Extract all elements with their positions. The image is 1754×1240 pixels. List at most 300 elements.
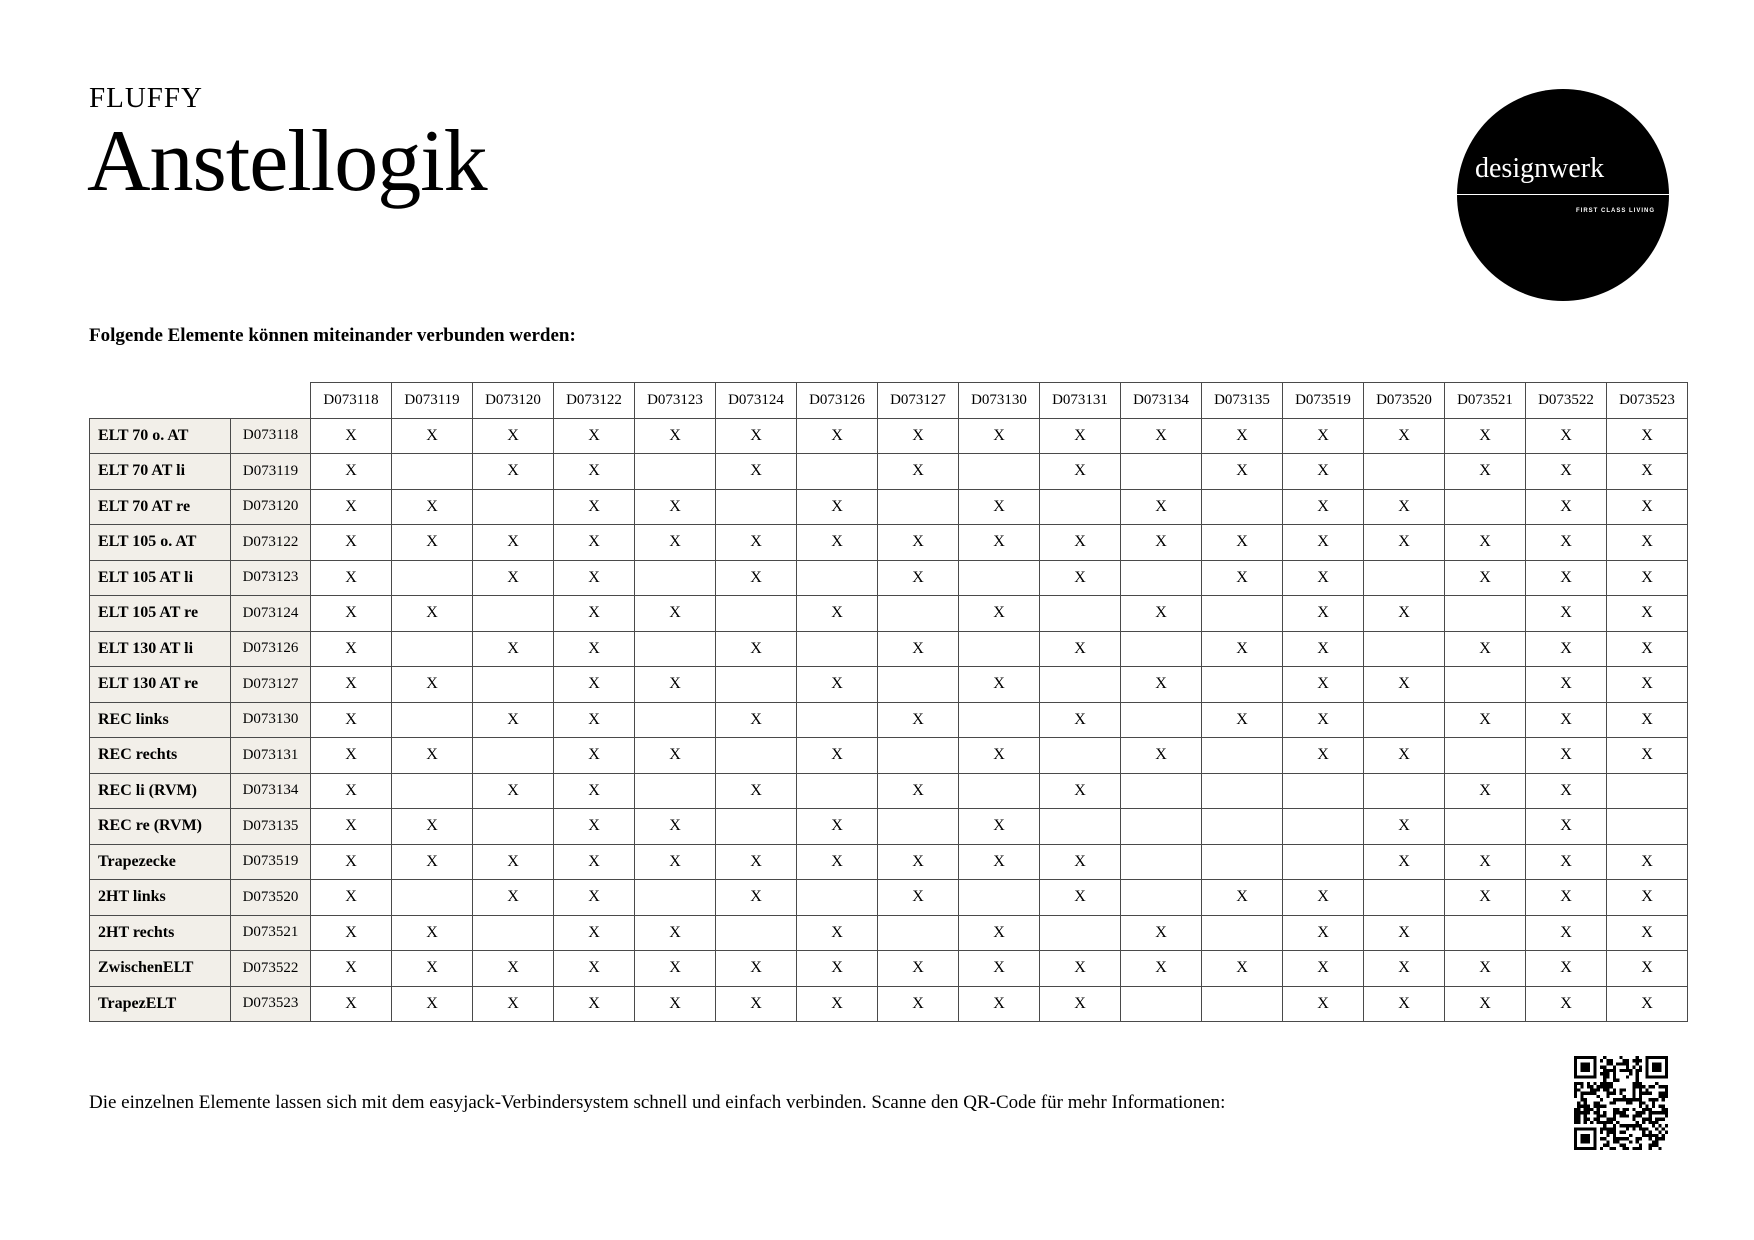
compatibility-cell: X [1364,525,1445,561]
compatibility-cell: X [1121,596,1202,632]
row-element-code: D073134 [231,773,311,809]
compatibility-cell: X [473,631,554,667]
compatibility-cell: X [554,560,635,596]
compatibility-cell [1040,738,1121,774]
compatibility-cell: X [1040,454,1121,490]
compatibility-cell: X [473,702,554,738]
compatibility-cell: X [554,596,635,632]
compatibility-cell: X [392,809,473,845]
column-header: D073131 [1040,383,1121,419]
compatibility-cell: X [1040,880,1121,916]
compatibility-cell [473,738,554,774]
compatibility-cell: X [959,667,1040,703]
row-element-code: D073519 [231,844,311,880]
compatibility-cell: X [716,844,797,880]
table-row [90,773,1688,809]
page-title: Anstellogik [87,113,487,210]
column-header: D073120 [473,383,554,419]
compatibility-cell: X [554,951,635,987]
compatibility-cell [797,880,878,916]
compatibility-cell [878,596,959,632]
row-element-code: D073118 [231,418,311,454]
compatibility-cell: X [1040,560,1121,596]
compatibility-cell: X [554,773,635,809]
compatibility-cell: X [1526,986,1607,1022]
logo-tagline: FIRST CLASS LIVING [1575,208,1655,214]
compatibility-cell [716,667,797,703]
compatibility-cell [1202,596,1283,632]
compatibility-cell [716,489,797,525]
compatibility-cell: X [554,702,635,738]
compatibility-cell: X [554,631,635,667]
compatibility-cell: X [1121,525,1202,561]
compatibility-cell [1445,915,1526,951]
compatibility-cell [1202,809,1283,845]
compatibility-cell [878,738,959,774]
compatibility-cell [1040,489,1121,525]
compatibility-cell: X [1121,667,1202,703]
compatibility-cell: X [1445,418,1526,454]
table-row [90,809,1688,845]
compatibility-cell: X [311,489,392,525]
compatibility-cell [878,667,959,703]
compatibility-cell [635,773,716,809]
row-element-code: D073122 [231,525,311,561]
row-element-code: D073521 [231,915,311,951]
compatibility-cell: X [1283,525,1364,561]
compatibility-cell: X [1445,454,1526,490]
compatibility-cell: X [959,809,1040,845]
compatibility-cell [392,631,473,667]
compatibility-cell [1283,844,1364,880]
compatibility-cell: X [1607,738,1688,774]
compatibility-cell: X [1526,915,1607,951]
compatibility-cell [797,560,878,596]
compatibility-cell: X [1364,489,1445,525]
compatibility-cell: X [1526,631,1607,667]
compatibility-cell: X [1283,915,1364,951]
compatibility-cell: X [473,986,554,1022]
compatibility-cell [635,880,716,916]
table-row [90,880,1688,916]
compatibility-cell: X [554,489,635,525]
compatibility-cell: X [392,844,473,880]
compatibility-cell: X [1040,844,1121,880]
compatibility-cell [1364,454,1445,490]
compatibility-cell [1121,880,1202,916]
compatibility-cell [635,631,716,667]
compatibility-cell: X [554,738,635,774]
compatibility-cell [473,667,554,703]
compatibility-cell: X [1364,738,1445,774]
row-element-code: D073123 [231,560,311,596]
compatibility-cell [1121,631,1202,667]
row-element-code: D073124 [231,596,311,632]
compatibility-cell: X [1607,702,1688,738]
compatibility-cell [1445,809,1526,845]
compatibility-cell: X [1202,418,1283,454]
row-element-name: ELT 105 o. AT [90,525,231,561]
compatibility-cell: X [635,915,716,951]
compatibility-cell: X [635,525,716,561]
compatibility-cell: X [959,525,1040,561]
compatibility-cell: X [392,596,473,632]
compatibility-cell: X [1121,738,1202,774]
compatibility-cell: X [878,418,959,454]
compatibility-cell [473,596,554,632]
compatibility-cell: X [635,809,716,845]
compatibility-cell: X [797,986,878,1022]
compatibility-cell [635,702,716,738]
compatibility-cell [473,809,554,845]
compatibility-cell: X [1526,454,1607,490]
compatibility-cell: X [473,880,554,916]
compatibility-cell: X [878,702,959,738]
row-element-name: TrapezELT [90,986,231,1022]
row-element-code: D073119 [231,454,311,490]
compatibility-cell [797,773,878,809]
compatibility-cell: X [797,596,878,632]
compatibility-cell: X [878,560,959,596]
compatibility-table [89,382,1688,1022]
compatibility-cell: X [392,738,473,774]
compatibility-cell: X [797,418,878,454]
row-element-name: REC li (RVM) [90,773,231,809]
table-row [90,702,1688,738]
column-header: D073119 [392,383,473,419]
compatibility-cell [1040,809,1121,845]
row-element-name: ELT 70 AT li [90,454,231,490]
compatibility-cell: X [716,702,797,738]
compatibility-cell [1364,880,1445,916]
compatibility-cell: X [1445,702,1526,738]
compatibility-cell: X [878,773,959,809]
table-row [90,631,1688,667]
compatibility-cell: X [1607,560,1688,596]
compatibility-cell [1364,702,1445,738]
compatibility-cell: X [311,951,392,987]
row-element-name: Trapezecke [90,844,231,880]
compatibility-cell [716,738,797,774]
compatibility-cell: X [554,809,635,845]
compatibility-cell [1283,773,1364,809]
compatibility-cell: X [1283,489,1364,525]
compatibility-cell: X [1283,631,1364,667]
compatibility-cell: X [392,951,473,987]
compatibility-cell: X [1526,702,1607,738]
compatibility-cell: X [1607,631,1688,667]
product-name: FLUFFY [89,82,203,114]
intro-text: Folgende Elemente können miteinander verbunden werden: [89,325,576,346]
compatibility-cell: X [554,880,635,916]
compatibility-cell: X [1040,951,1121,987]
compatibility-cell: X [1445,951,1526,987]
compatibility-cell: X [311,809,392,845]
column-header: D073523 [1607,383,1688,419]
compatibility-cell: X [1445,773,1526,809]
compatibility-cell: X [311,596,392,632]
compatibility-cell: X [716,418,797,454]
compatibility-cell: X [1283,738,1364,774]
compatibility-cell: X [392,667,473,703]
compatibility-cell [1445,667,1526,703]
compatibility-cell [716,915,797,951]
compatibility-cell [1040,596,1121,632]
compatibility-cell [392,702,473,738]
compatibility-cell: X [1283,702,1364,738]
compatibility-cell: X [959,418,1040,454]
compatibility-cell: X [797,489,878,525]
compatibility-cell: X [392,986,473,1022]
row-element-name: ELT 105 AT li [90,560,231,596]
compatibility-cell: X [716,773,797,809]
row-element-code: D073522 [231,951,311,987]
compatibility-cell: X [1607,525,1688,561]
column-header: D073123 [635,383,716,419]
compatibility-cell [1283,809,1364,845]
compatibility-cell: X [1364,915,1445,951]
table-row [90,489,1688,525]
compatibility-cell: X [1283,596,1364,632]
compatibility-cell [878,915,959,951]
compatibility-cell: X [959,986,1040,1022]
compatibility-cell: X [311,738,392,774]
compatibility-cell: X [635,667,716,703]
compatibility-cell [635,560,716,596]
compatibility-cell [1445,489,1526,525]
logo-divider [1457,194,1669,195]
compatibility-cell [1121,560,1202,596]
compatibility-cell [797,454,878,490]
compatibility-cell: X [1040,702,1121,738]
compatibility-cell [392,773,473,809]
compatibility-cell: X [1607,667,1688,703]
compatibility-cell: X [1526,596,1607,632]
row-element-code: D073135 [231,809,311,845]
row-element-name: ELT 70 o. AT [90,418,231,454]
column-header: D073126 [797,383,878,419]
compatibility-cell: X [797,809,878,845]
compatibility-cell [959,702,1040,738]
compatibility-cell: X [1040,418,1121,454]
compatibility-cell: X [1364,596,1445,632]
compatibility-cell: X [554,667,635,703]
row-element-name: REC re (RVM) [90,809,231,845]
compatibility-cell [1364,560,1445,596]
compatibility-cell: X [1040,986,1121,1022]
compatibility-cell: X [311,667,392,703]
compatibility-cell: X [1607,880,1688,916]
compatibility-cell: X [1445,880,1526,916]
compatibility-cell: X [1283,454,1364,490]
compatibility-cell [959,880,1040,916]
compatibility-cell: X [1202,454,1283,490]
compatibility-cell: X [1040,525,1121,561]
footer-text: Die einzelnen Elemente lassen sich mit dem easyjack-Verbindersystem schnell und einfach verbinden. Scanne den QR-Code für mehr Informationen: [89,1092,1226,1113]
compatibility-cell: X [1202,560,1283,596]
column-header: D073519 [1283,383,1364,419]
compatibility-cell: X [311,454,392,490]
table-row [90,667,1688,703]
designwerk-logo [1457,89,1669,301]
compatibility-cell: X [1121,489,1202,525]
compatibility-cell [959,560,1040,596]
compatibility-cell: X [797,525,878,561]
compatibility-cell: X [716,525,797,561]
compatibility-cell [1121,454,1202,490]
compatibility-cell: X [1121,915,1202,951]
compatibility-cell: X [1040,631,1121,667]
compatibility-cell [1040,667,1121,703]
compatibility-cell [1364,631,1445,667]
compatibility-cell: X [1202,880,1283,916]
compatibility-cell: X [1364,951,1445,987]
compatibility-cell [1607,773,1688,809]
row-element-name: REC rechts [90,738,231,774]
compatibility-cell [1121,702,1202,738]
compatibility-cell: X [473,560,554,596]
compatibility-cell: X [716,880,797,916]
row-element-name: ZwischenELT [90,951,231,987]
compatibility-cell: X [1526,844,1607,880]
compatibility-cell: X [554,454,635,490]
compatibility-cell: X [1364,418,1445,454]
row-element-code: D073131 [231,738,311,774]
compatibility-cell: X [554,525,635,561]
compatibility-cell: X [959,951,1040,987]
compatibility-cell [1607,809,1688,845]
compatibility-cell: X [959,915,1040,951]
compatibility-cell [1202,667,1283,703]
row-element-name: REC links [90,702,231,738]
compatibility-cell: X [1607,951,1688,987]
compatibility-cell: X [1607,844,1688,880]
compatibility-cell: X [878,631,959,667]
compatibility-cell: X [1283,418,1364,454]
compatibility-cell: X [1121,418,1202,454]
compatibility-cell [959,454,1040,490]
compatibility-cell [1121,773,1202,809]
compatibility-cell: X [311,418,392,454]
table-row [90,951,1688,987]
compatibility-cell: X [635,738,716,774]
compatibility-cell: X [311,773,392,809]
compatibility-cell [1202,773,1283,809]
compatibility-cell: X [878,844,959,880]
compatibility-cell: X [311,702,392,738]
compatibility-cell: X [1607,418,1688,454]
compatibility-cell [1364,773,1445,809]
compatibility-cell [878,489,959,525]
compatibility-cell: X [1607,915,1688,951]
compatibility-cell [1202,738,1283,774]
row-element-name: ELT 130 AT li [90,631,231,667]
compatibility-cell: X [1283,880,1364,916]
compatibility-cell: X [1607,596,1688,632]
compatibility-cell: X [1526,560,1607,596]
compatibility-cell: X [1526,525,1607,561]
qr-code-icon[interactable] [1574,1056,1668,1150]
compatibility-cell: X [797,915,878,951]
compatibility-cell [1445,738,1526,774]
compatibility-cell: X [1040,773,1121,809]
compatibility-cell: X [959,844,1040,880]
row-element-name: ELT 130 AT re [90,667,231,703]
compatibility-cell: X [1202,525,1283,561]
compatibility-cell: X [635,844,716,880]
compatibility-cell [1121,844,1202,880]
compatibility-cell: X [878,986,959,1022]
compatibility-cell [392,880,473,916]
compatibility-cell: X [1283,951,1364,987]
compatibility-cell [716,596,797,632]
compatibility-cell: X [635,489,716,525]
column-header: D073135 [1202,383,1283,419]
compatibility-cell: X [311,880,392,916]
compatibility-cell [959,631,1040,667]
compatibility-cell: X [959,738,1040,774]
table-row [90,418,1688,454]
row-element-name: 2HT rechts [90,915,231,951]
compatibility-cell [797,631,878,667]
compatibility-cell: X [1607,986,1688,1022]
column-header: D073118 [311,383,392,419]
compatibility-cell: X [473,525,554,561]
compatibility-cell: X [392,489,473,525]
compatibility-cell: X [797,844,878,880]
compatibility-cell [1202,915,1283,951]
compatibility-cell: X [1202,702,1283,738]
row-element-code: D073523 [231,986,311,1022]
compatibility-cell [1121,809,1202,845]
row-element-code: D073120 [231,489,311,525]
compatibility-cell: X [635,418,716,454]
compatibility-cell: X [878,880,959,916]
table-row [90,454,1688,490]
compatibility-cell: X [1445,844,1526,880]
table-row [90,738,1688,774]
compatibility-cell: X [1283,986,1364,1022]
compatibility-cell: X [797,738,878,774]
row-element-name: ELT 105 AT re [90,596,231,632]
row-element-name: ELT 70 AT re [90,489,231,525]
compatibility-cell: X [1445,560,1526,596]
compatibility-cell: X [1526,773,1607,809]
compatibility-cell: X [554,915,635,951]
compatibility-cell [1202,986,1283,1022]
compatibility-cell [716,809,797,845]
compatibility-cell [635,454,716,490]
compatibility-cell: X [1526,489,1607,525]
compatibility-cell [1445,596,1526,632]
compatibility-cell [392,560,473,596]
compatibility-cell [878,809,959,845]
compatibility-cell: X [716,560,797,596]
table-row [90,844,1688,880]
compatibility-cell: X [716,454,797,490]
compatibility-cell: X [1364,667,1445,703]
compatibility-cell [1121,986,1202,1022]
table-row [90,525,1688,561]
column-header: D073124 [716,383,797,419]
table-row [90,560,1688,596]
compatibility-cell: X [1526,880,1607,916]
compatibility-cell: X [1526,667,1607,703]
row-element-name: 2HT links [90,880,231,916]
compatibility-cell: X [1364,844,1445,880]
compatibility-cell: X [311,844,392,880]
row-element-code: D073130 [231,702,311,738]
